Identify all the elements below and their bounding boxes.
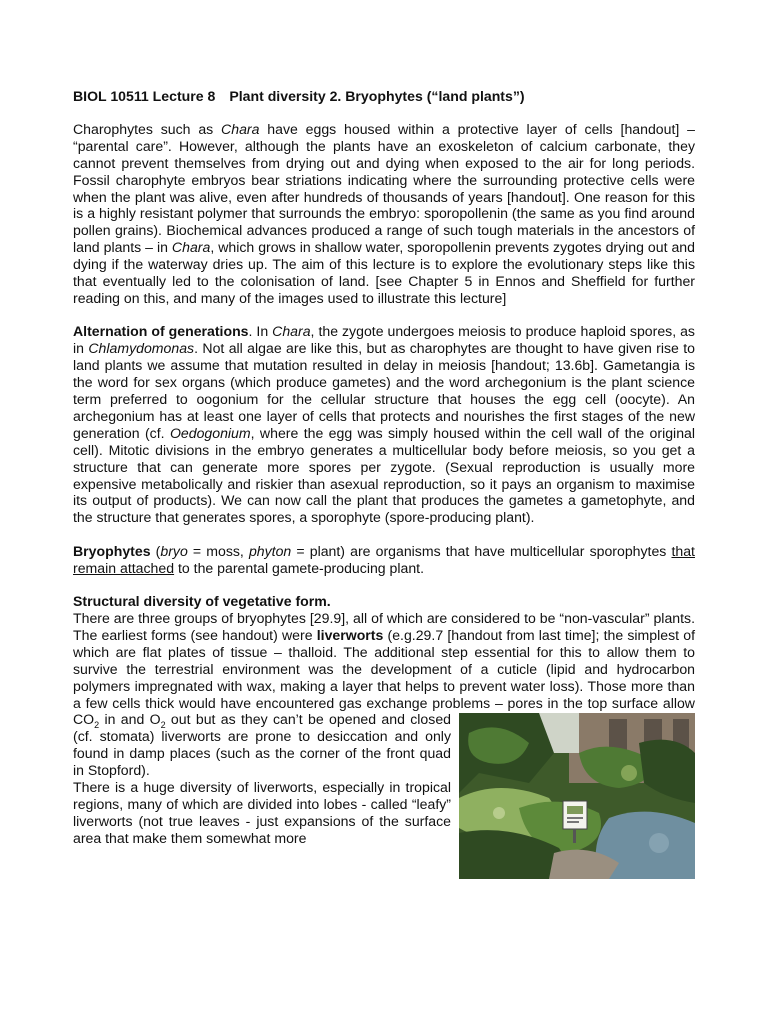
italic-term: Chlamydomonas [88,340,195,357]
paragraph-bryophytes [73,543,695,577]
course-code: BIOL 10511 Lecture 8 [73,88,216,104]
text-run: , where the egg was simply housed within the cell wall of the original cell). Mitotic divisions in the embryo generates a multicellular body before meiosis, so you get a structure that can generate more spores per zygote. (Sexual reproduction is usually more expensive metabolically and riskier than asexual reproduction, so it pays an organism to maximise its output of products). We can now call the plant that produces the gametes a gametophyte, and the structure that generates spores, a sporophyte (spore-producing plant). [73,424,695,526]
subscript: 2 [94,720,100,731]
text-run: have eggs housed within a protective layer of cells [handout] – “parental care”. However, although the plants have an exoskeleton of calcium carbonate, they cannot prevent themselves from drying out and dying when exposed to the air for long periods. Fossil charophyte embryos bear striations indicating where the surrounding protective cells were when the plant was alive, even after hundreds of thousands of years [handout]. One reason for this is a highly resistant polymer that surrounds the embryo: sporopollenin (the same as you find around pollen grains). Biochemical advances produced a range of such tough materials in the ancestors of land plants – in [73,120,695,256]
text-run: , the zygote undergoes meiosis to produce haploid spores, as in [73,323,695,357]
paragraph-charophytes [73,121,695,307]
text-run: = plant) are organisms that have multicellular sporophytes [291,542,672,559]
italic-term: Chara [272,323,311,340]
bold-term: Bryophytes [73,542,151,559]
text-run: (e.g.29.7 [handout from last time]; the simplest of which are flat plates of tissue – thalloid. The additional step essential for this to allow them to survive the terrestrial environment was the development of a cuticle (lipid and hydrocarbon polymers impregnated with wax, making a layer that helps to prevent water loss). Those more than a few cells thick would have encountered gas exchange problems – pores in the top surface allow CO [73,626,695,728]
text-run: ( [150,542,161,559]
sign-board [563,801,587,829]
paragraph-structural-diversity [73,610,695,779]
italic-term: Oedogonium [169,424,251,441]
text-run: , which grows in shallow water, sporopollenin prevents zygotes drying out and dying if the waterway dries up. The aim of this lecture is to explore the evolutionary steps like this that eventually led to the colonisation of land. [see Chapter 5 in Ennos and Sheffield for further reading on this, and many of the images used to illustrate this lecture] [73,239,695,306]
subscript: 2 [160,720,166,731]
text-run: = moss, [187,542,249,559]
text-run: to the parental gamete-producing plant. [174,559,425,576]
text-run: . Not all algae are like this, but as charophytes are thought to have given rise to land plants we assume that mutation resulted in delay in meiosis [handout; 13.6b]. Gametangia is the word for sex organs (which produce gametes) and the word archegonium is the plant science term preferred to oogonium for the cellular structure that houses the egg cell (oocyte). An archegonium has at least one layer of cells that protects and nourishes the first stages of the new generation (cf. [73,340,695,441]
italic-term: Chara [221,120,260,137]
text-run: out but as they can’t be opened and closed (cf. stomata) liverworts are prone to desiccation and only found in damp places (such as the corner of the front quad in Stopford). [73,711,451,779]
bold-term: liverworts [316,626,384,643]
section-heading: Structural diversity of vegetative form. [73,593,331,610]
italic-term: Chara [171,239,211,256]
paragraph-alternation-of-generations [73,323,695,526]
paragraph-liverwort-diversity: There is a huge diversity of liverworts, especially in tropical regions, many of which are divided into lobes - called “leafy” liverworts (not true leaves - just expansions of the surface area that make them somewhat more [73,779,451,846]
text-run: . In [248,323,273,340]
liverwort-garden-photo [459,713,695,879]
text-run: There are three groups of bryophytes [29.9], all of which are considered to be “non-vascular” plants. The earliest forms (see handout) were [73,609,695,643]
lecture-topic: Plant diversity 2. Bryophytes (“land plants”) [229,88,525,104]
photo-illustration [459,713,695,879]
italic-term: bryo [160,542,188,559]
text-run: Charophytes such as [73,120,222,137]
underlined-phrase: that remain attached [73,542,695,576]
bold-term: Alternation of generations [73,323,249,340]
italic-term: phyton [248,542,292,559]
text-run: in and O [99,711,161,728]
page-title [73,88,695,105]
